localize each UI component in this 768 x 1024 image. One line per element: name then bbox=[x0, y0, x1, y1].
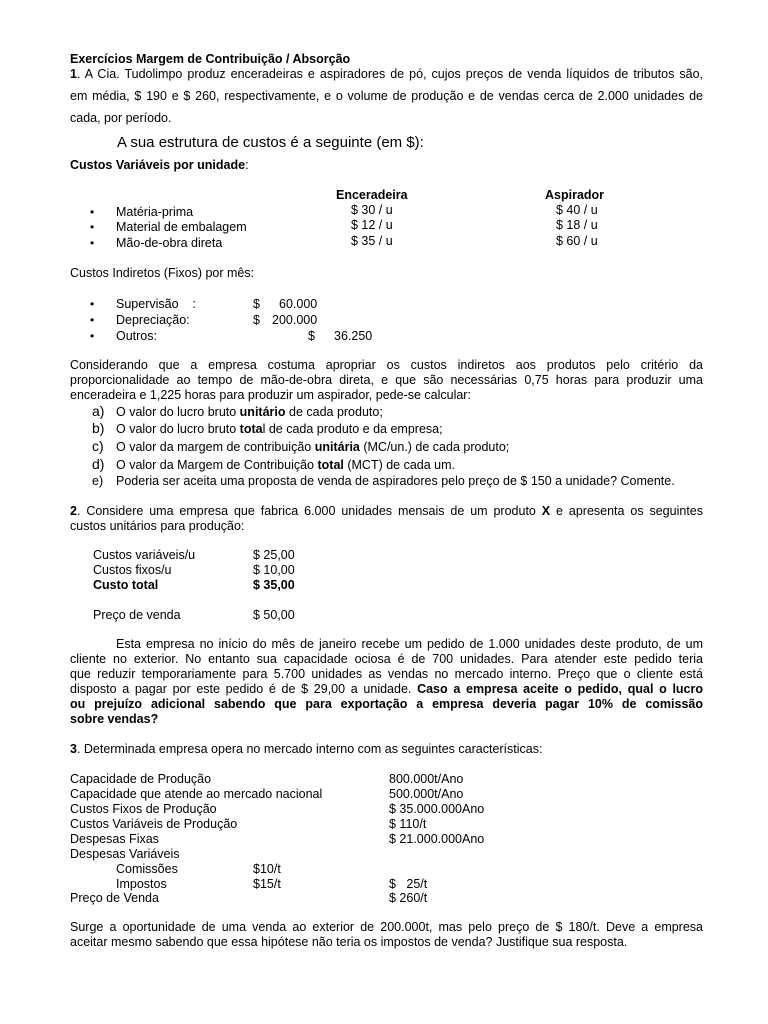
row-label: Despesas Fixas bbox=[70, 832, 159, 846]
row-label: Capacidade que atende ao mercado nacional bbox=[70, 787, 323, 801]
row-label: Preço de venda bbox=[93, 608, 181, 622]
item-letter: e) bbox=[92, 474, 104, 488]
item-label: Outros: bbox=[116, 329, 157, 343]
item-text: Poderia ser aceita uma proposta de venda de aspiradores pelo preço de $ 150 a unidade? Comente. bbox=[116, 474, 675, 488]
q2-paragraph-line5: ou prejuízo adicional sabendo que para exportação a empresa deveria pagar 10% de comissão bbox=[70, 697, 703, 711]
item-currency: $ bbox=[253, 297, 260, 311]
q2-paragraph-line3: que reduzir temporariamente para 5.700 unidades as vendas no mercado interno. Preço que o cliente está bbox=[70, 667, 703, 681]
row-label: Preço de Venda bbox=[70, 891, 159, 905]
row-label: Material de embalagem bbox=[116, 220, 247, 234]
row-value-aspirador: $ 60 / u bbox=[556, 234, 598, 248]
row-value: 500.000t/Ano bbox=[389, 787, 464, 801]
bullet-icon: • bbox=[90, 329, 95, 343]
item-value: 36.250 bbox=[334, 329, 373, 343]
row-value-enceradeira: $ 30 / u bbox=[351, 203, 393, 217]
row-value: $ 21.000.000Ano bbox=[389, 832, 485, 846]
q3-intro: 3. Determinada empresa opera no mercado interno com as seguintes características: bbox=[70, 742, 543, 756]
q1-variable-costs-heading: Custos Variáveis por unidade: bbox=[70, 158, 249, 172]
item-text: O valor do lucro bruto total de cada produto e da empresa; bbox=[116, 422, 443, 436]
row-value: $ 35,00 bbox=[253, 578, 295, 592]
row-value-aspirador: $ 40 / u bbox=[556, 203, 598, 217]
item-value: 200.000 bbox=[272, 313, 318, 327]
q3-paragraph-line2: aceitar mesmo sabendo que essa hipótese não teria os impostos de venda? Justifique sua resposta. bbox=[70, 935, 628, 949]
q1-intro-line3: cada, por período. bbox=[70, 111, 172, 125]
row-label: Custo total bbox=[93, 578, 159, 592]
q2-paragraph-line1: Esta empresa no início do mês de janeiro recebe um pedido de 1.000 unidades deste produto, de um bbox=[116, 637, 703, 651]
item-currency: $ bbox=[253, 313, 260, 327]
item-letter: c) bbox=[92, 438, 104, 454]
item-currency: $ bbox=[308, 329, 315, 343]
q1-intro-line2: em média, $ 190 e $ 260, respectivamente, e o volume de produção e de vendas cerca de 2.000 unidades de bbox=[70, 89, 703, 103]
q3-paragraph-line1: Surge a oportunidade de uma venda ao exterior de 200.000t, mas pelo preço de $ 180/t. Deve a empresa bbox=[70, 920, 703, 934]
q2-intro-line2: custos unitários para produção: bbox=[70, 519, 245, 533]
row-value: $ 50,00 bbox=[253, 608, 295, 622]
bullet-icon: • bbox=[90, 236, 95, 250]
item-value: 60.000 bbox=[279, 297, 318, 311]
row-label: Custos Variáveis de Produção bbox=[70, 817, 238, 831]
row-label: Mão-de-obra direta bbox=[116, 236, 223, 250]
row-value: $15/t bbox=[253, 877, 281, 891]
q1-structure-heading: A sua estrutura de custos é a seguinte (em $): bbox=[117, 134, 424, 151]
q3-number: 3 bbox=[70, 742, 77, 756]
row-value-aspirador: $ 18 / u bbox=[556, 218, 598, 232]
q2-paragraph-line2: cliente no exterior. No entanto sua capacidade ociosa é de 700 unidades. Para atender este pedido teria bbox=[70, 652, 703, 666]
row-value: $ 110/t bbox=[389, 817, 427, 831]
document-title: Exercícios Margem de Contribuição / Absorção bbox=[70, 52, 351, 66]
item-label: Supervisão : bbox=[116, 297, 196, 311]
row-value-enceradeira: $ 12 / u bbox=[351, 218, 393, 232]
item-text: O valor do lucro bruto unitário de cada produto; bbox=[116, 405, 383, 419]
q2-paragraph-line4: disposto a pagar por este pedido é de $ 29,00 a unidade. Caso a empresa aceite o pedido, qual o lucro bbox=[70, 682, 703, 696]
row-label: Custos fixos/u bbox=[93, 563, 172, 577]
q1-number: 1 bbox=[70, 67, 77, 81]
q1-paragraph-line2: proporcionalidade ao tempo de mão-de-obra direta, e que são necessárias 0,75 horas para produzir uma bbox=[70, 373, 703, 387]
fixed-costs-heading: Custos Indiretos (Fixos) por mês: bbox=[70, 266, 255, 280]
item-letter: b) bbox=[92, 420, 105, 436]
row-label: Custos variáveis/u bbox=[93, 548, 196, 562]
bullet-icon: • bbox=[90, 205, 95, 219]
row-value-enceradeira: $ 35 / u bbox=[351, 234, 393, 248]
col-header-enceradeira: Enceradeira bbox=[336, 188, 408, 202]
row-label: Matéria-prima bbox=[116, 205, 194, 219]
bullet-icon: • bbox=[90, 313, 95, 327]
row-value: $ 25,00 bbox=[253, 548, 295, 562]
row-value: $10/t bbox=[253, 862, 281, 876]
item-label: Depreciação: bbox=[116, 313, 190, 327]
q1-paragraph-line3: enceradeira e 1,225 horas para produzir um aspirador, pede-se calcular: bbox=[70, 388, 471, 402]
row-value: $ 35.000.000Ano bbox=[389, 802, 485, 816]
q1-intro-line1: 1. A Cia. Tudolimpo produz enceradeiras e aspiradores de pó, cujos preços de venda líquidos de tributos são, bbox=[70, 67, 703, 81]
row-value: 800.000t/Ano bbox=[389, 772, 464, 786]
row-label: Despesas Variáveis bbox=[70, 847, 180, 861]
q1-paragraph-line1: Considerando que a empresa costuma apropriar os custos indiretos aos produtos pelo critério da bbox=[70, 358, 703, 372]
item-text: O valor da Margem de Contribuição total (MCT) de cada um. bbox=[116, 458, 456, 472]
row-label: Impostos bbox=[116, 877, 167, 891]
row-value: $ 260/t bbox=[389, 891, 428, 905]
item-letter: d) bbox=[92, 456, 105, 472]
row-label: Capacidade de Produção bbox=[70, 772, 212, 786]
bullet-icon: • bbox=[90, 297, 95, 311]
item-letter: a) bbox=[92, 403, 105, 419]
q2-paragraph-line6: sobre vendas? bbox=[70, 712, 159, 726]
q2-number: 2 bbox=[70, 504, 77, 518]
row-label: Comissões bbox=[116, 862, 178, 876]
item-text: O valor da margem de contribuição unitária (MC/un.) de cada produto; bbox=[116, 440, 510, 454]
row-value: $ 10,00 bbox=[253, 563, 295, 577]
row-label: Custos Fixos de Produção bbox=[70, 802, 217, 816]
q2-intro-line1: 2. Considere uma empresa que fabrica 6.000 unidades mensais de um produto X e apresenta os seguintes bbox=[70, 504, 703, 518]
bullet-icon: • bbox=[90, 220, 95, 234]
col-header-aspirador: Aspirador bbox=[545, 188, 605, 202]
row-total: $ 25/t bbox=[389, 877, 428, 891]
